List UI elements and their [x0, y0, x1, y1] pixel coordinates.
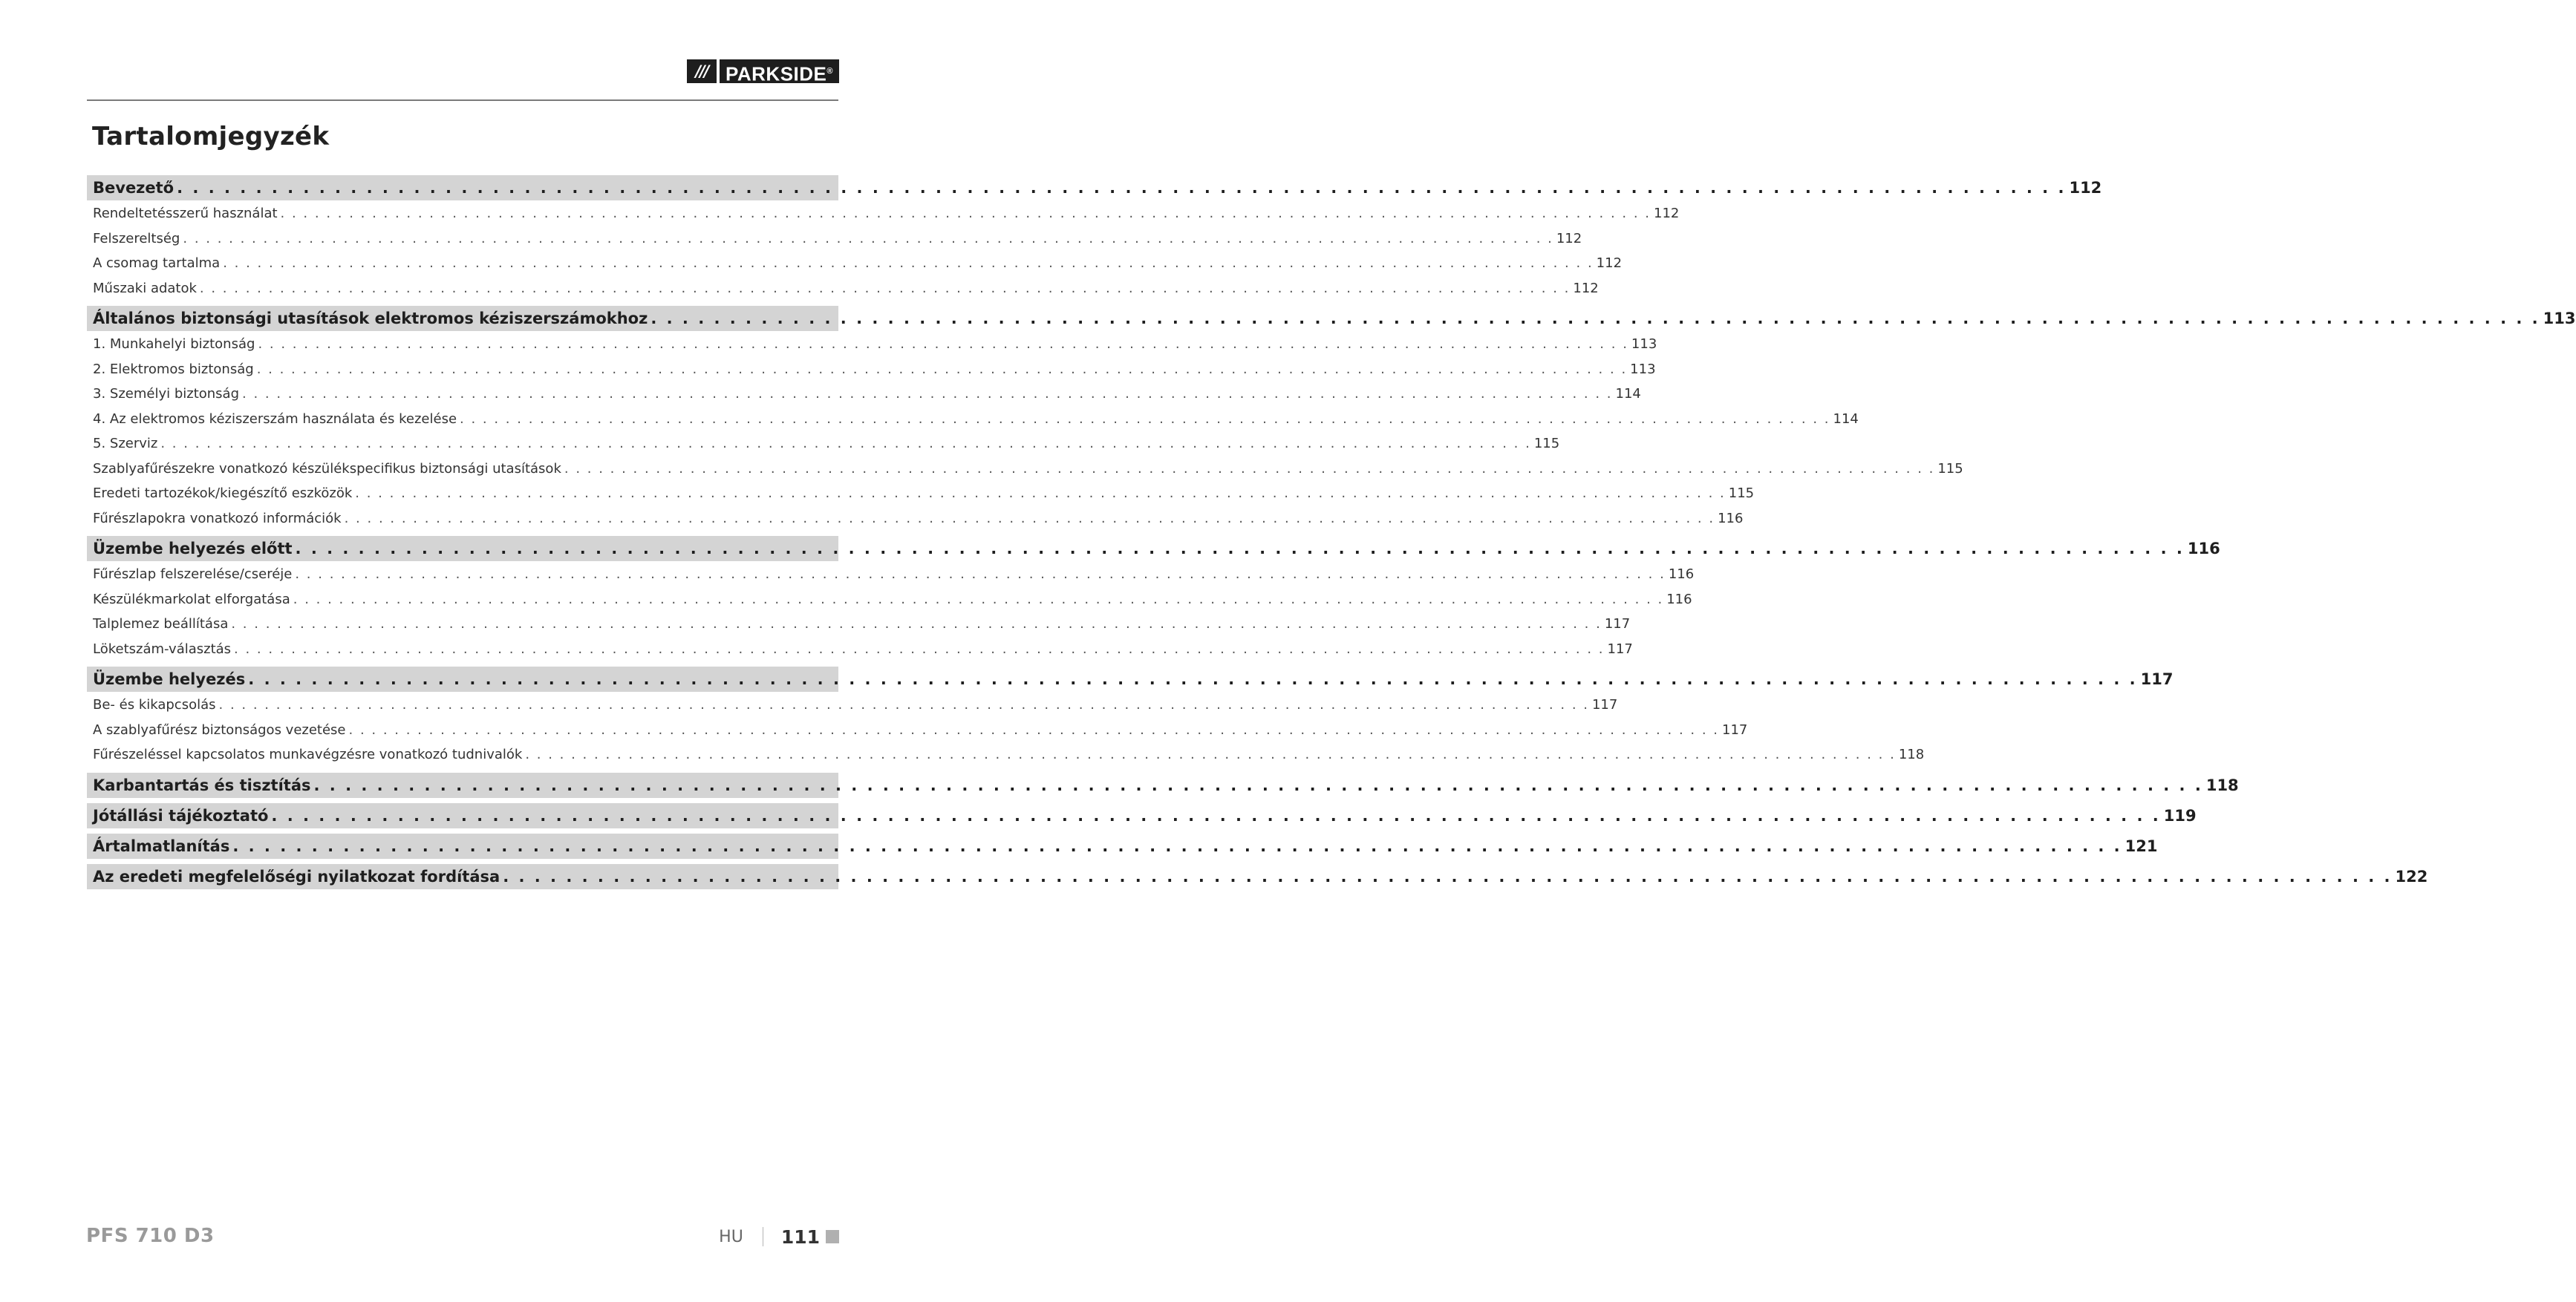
toc-entry-title: Be- és kikapcsolás: [93, 697, 216, 713]
toc-page-number: 119: [2163, 806, 2197, 825]
toc-page-number: 116: [1668, 566, 1695, 582]
toc-entry-title: Talplemez beállítása: [93, 616, 229, 632]
toc-dot-leader: . . . . . . . . . . . . . . . . . . . . . . . . . . . . . . . . . . . . . . . . . . . . . . . . . . . . . . . . . . . . . . . . . . . . . . . . . . . . . . . . . . . . . . . . . . . . . . . . . . . . . . . . . . . . . . . . . . . . . . . .: [503, 867, 2393, 886]
toc-page-number: 114: [1615, 386, 1641, 402]
toc-entry-row[interactable]: [87, 457, 1963, 482]
toc-dot-leader: . . . . . . . . . . . . . . . . . . . . . . . . . . . . . . . . . . . . . . . . . . . . . . . . . . . . . . . . . . . . . . . . . . . . . . . . . . . . . . . . . . . . . . . . . . . . . . . . . . . . . . . . . . . . . . . . . . . . . . . .: [564, 460, 1935, 477]
page-title: Tartalomjegyzék: [92, 122, 330, 151]
toc-page-number: 112: [1596, 255, 1623, 271]
toc-entry-title: 5. Szerviz: [93, 436, 158, 451]
toc-section-row[interactable]: [87, 536, 2220, 561]
toc-entry-title: A szablyafűrész biztonságos vezetése: [93, 722, 346, 738]
logo-stripes: ///: [687, 59, 717, 83]
toc-section-row[interactable]: [87, 667, 2174, 692]
toc-page-number: 112: [1573, 280, 1599, 296]
toc-page-number: 115: [1728, 485, 1755, 501]
toc-entry-row[interactable]: [87, 251, 1623, 276]
toc-entry-row[interactable]: [87, 332, 1657, 357]
toc-page-number: 116: [1718, 510, 1744, 526]
header-rule: [87, 99, 838, 101]
toc-dot-leader: . . . . . . . . . . . . . . . . . . . . . . . . . . . . . . . . . . . . . . . . . . . . . . . . . . . . . . . . . . . . . . . . . . . . . . . . . . . . . . . . . . . . . . . . . . . . . . . . . . . . . . . . . . . . . . . . . . . . . . . .: [348, 722, 1719, 738]
toc-section-row[interactable]: [87, 864, 2428, 889]
toc-entry-title: Szablyafűrészekre vonatkozó készülékspecifikus biztonsági utasítások: [93, 460, 561, 477]
toc-entry-row[interactable]: [87, 226, 1582, 252]
toc-entry-row[interactable]: [87, 637, 1633, 662]
toc-entry-row[interactable]: [87, 587, 1692, 612]
toc-page-number: 115: [1533, 436, 1560, 451]
toc-entry-title: Ártalmatlanítás: [93, 837, 230, 855]
toc-dot-leader: . . . . . . . . . . . . . . . . . . . . . . . . . . . . . . . . . . . . . . . . . . . . . . . . . . . . . . . . . . . . . . . . . . . . . . . . . . . . . . . . . . . . . . . . . . . . . . . . . . . . . . . . . . . . . . . . . . . . . . . .: [248, 670, 2138, 688]
logo-text: PARKSIDE: [725, 62, 827, 85]
toc-entry-title: 1. Munkahelyi biztonság: [93, 336, 255, 352]
toc-entry-row[interactable]: [87, 357, 1656, 382]
parkside-logo: [687, 59, 839, 83]
toc-section-row[interactable]: [87, 834, 2158, 859]
toc-dot-leader: . . . . . . . . . . . . . . . . . . . . . . . . . . . . . . . . . . . . . . . . . . . . . . . . . . . . . . . . . . . . . . . . . . . . . . . . . . . . . . . . . . . . . . . . . . . . . . . . . . . . . . . . . . . . . . . . . . . . . . . .: [223, 255, 1594, 271]
toc-page-number: 113: [2543, 310, 2576, 327]
toc-entry-row[interactable]: [87, 276, 1599, 301]
footer-language: HU: [719, 1227, 743, 1246]
toc-page-number: 118: [1898, 747, 1925, 762]
toc-entry-title: Készülékmarkolat elforgatása: [93, 591, 290, 607]
toc-page-number: 115: [1937, 460, 1963, 477]
toc-dot-leader: . . . . . . . . . . . . . . . . . . . . . . . . . . . . . . . . . . . . . . . . . . . . . . . . . . . . . . . . . . . . . . . . . . . . . . . . . . . . . . . . . . . . . . . . . . . . . . . . . . . . . . . . . . . . . . . . . . . . . . . .: [271, 806, 2161, 825]
toc-section-row[interactable]: [87, 306, 2576, 331]
toc-dot-leader: . . . . . . . . . . . . . . . . . . . . . . . . . . . . . . . . . . . . . . . . . . . . . . . . . . . . . . . . . . . . . . . . . . . . . . . . . . . . . . . . . . . . . . . . . . . . . . . . . . . . . . . . . . . . . . . . . . . . . . . .: [160, 436, 1531, 451]
toc-entry-title: Bevezető: [93, 179, 175, 197]
toc-page-number: 116: [2187, 540, 2220, 557]
toc-page-number: 113: [1631, 336, 1657, 352]
toc-section-row[interactable]: [87, 773, 2239, 798]
toc-dot-leader: . . . . . . . . . . . . . . . . . . . . . . . . . . . . . . . . . . . . . . . . . . . . . . . . . . . . . . . . . . . . . . . . . . . . . . . . . . . . . . . . . . . . . . . . . . . . . . . . . . . . . . . . . . . . . . . . . . . . . . . .: [355, 485, 1726, 501]
toc-entry-title: Jótállási tájékoztató: [93, 806, 269, 825]
toc-entry-row[interactable]: [87, 562, 1695, 587]
toc-entry-title: Karbantartás és tisztítás: [93, 776, 311, 794]
toc-dot-leader: . . . . . . . . . . . . . . . . . . . . . . . . . . . . . . . . . . . . . . . . . . . . . . . . . . . . . . . . . . . . . . . . . . . . . . . . . . . . . . . . . . . . . . . . . . . . . . . . . . . . . . . . . . . . . . . . . . . . . . . .: [313, 776, 2203, 794]
toc-dot-leader: . . . . . . . . . . . . . . . . . . . . . . . . . . . . . . . . . . . . . . . . . . . . . . . . . . . . . . . . . . . . . . . . . . . . . . . . . . . . . . . . . . . . . . . . . . . . . . . . . . . . . . . . . . . . . . . . . . . . . . . .: [242, 386, 1613, 402]
toc-entry-title: Üzembe helyezés: [93, 670, 246, 688]
footer-page-info: [719, 1226, 839, 1247]
toc-entry-row[interactable]: [87, 718, 1748, 743]
toc-entry-title: Löketszám-választás: [93, 641, 232, 657]
toc-page-number: 112: [2069, 179, 2102, 197]
toc-dot-leader: . . . . . . . . . . . . . . . . . . . . . . . . . . . . . . . . . . . . . . . . . . . . . . . . . . . . . . . . . . . . . . . . . . . . . . . . . . . . . . . . . . . . . . . . . . . . . . . . . . . . . . . . . . . . . . . . . . . . . . . .: [199, 280, 1571, 296]
toc-page-number: 117: [1591, 697, 1618, 713]
toc-entry-row[interactable]: [87, 612, 1631, 637]
toc-section-row[interactable]: [87, 803, 2197, 828]
toc-dot-leader: . . . . . . . . . . . . . . . . . . . . . . . . . . . . . . . . . . . . . . . . . . . . . . . . . . . . . . . . . . . . . . . . . . . . . . . . . . . . . . . . . . . . . . . . . . . . . . . . . . . . . . . . . . . . . . . . . . . . . . . .: [650, 310, 2540, 327]
toc-entry-title: Műszaki adatok: [93, 280, 197, 296]
toc-entry-title: Fűrészlapokra vonatkozó információk: [93, 510, 342, 526]
toc-dot-leader: . . . . . . . . . . . . . . . . . . . . . . . . . . . . . . . . . . . . . . . . . . . . . . . . . . . . . . . . . . . . . . . . . . . . . . . . . . . . . . . . . . . . . . . . . . . . . . . . . . . . . . . . . . . . . . . . . . . . . . . .: [218, 697, 1589, 713]
toc-entry-row[interactable]: [87, 382, 1641, 407]
toc-entry-row[interactable]: [87, 742, 1925, 768]
toc-page-number: 118: [2205, 776, 2239, 794]
toc-dot-leader: . . . . . . . . . . . . . . . . . . . . . . . . . . . . . . . . . . . . . . . . . . . . . . . . . . . . . . . . . . . . . . . . . . . . . . . . . . . . . . . . . . . . . . . . . . . . . . . . . . . . . . . . . . . . . . . . . . . . . . . .: [256, 361, 1628, 377]
toc-page-number: 112: [1556, 230, 1582, 246]
toc-dot-leader: . . . . . . . . . . . . . . . . . . . . . . . . . . . . . . . . . . . . . . . . . . . . . . . . . . . . . . . . . . . . . . . . . . . . . . . . . . . . . . . . . . . . . . . . . . . . . . . . . . . . . . . . . . . . . . . . . . . . . . . .: [234, 641, 1605, 657]
toc-dot-leader: . . . . . . . . . . . . . . . . . . . . . . . . . . . . . . . . . . . . . . . . . . . . . . . . . . . . . . . . . . . . . . . . . . . . . . . . . . . . . . . . . . . . . . . . . . . . . . . . . . . . . . . . . . . . . . . . . . . . . . . .: [344, 510, 1715, 526]
toc-dot-leader: . . . . . . . . . . . . . . . . . . . . . . . . . . . . . . . . . . . . . . . . . . . . . . . . . . . . . . . . . . . . . . . . . . . . . . . . . . . . . . . . . . . . . . . . . . . . . . . . . . . . . . . . . . . . . . . . . . . . . . . .: [460, 410, 1830, 427]
toc-dot-leader: . . . . . . . . . . . . . . . . . . . . . . . . . . . . . . . . . . . . . . . . . . . . . . . . . . . . . . . . . . . . . . . . . . . . . . . . . . . . . . . . . . . . . . . . . . . . . . . . . . . . . . . . . . . . . . . . . . . . . . . .: [280, 206, 1651, 221]
toc-entry-title: Rendeltetésszerű használat: [93, 206, 278, 221]
toc-page-number: 117: [1722, 722, 1748, 738]
toc-dot-leader: . . . . . . . . . . . . . . . . . . . . . . . . . . . . . . . . . . . . . . . . . . . . . . . . . . . . . . . . . . . . . . . . . . . . . . . . . . . . . . . . . . . . . . . . . . . . . . . . . . . . . . . . . . . . . . . . . . . . . . . .: [177, 179, 2067, 197]
logo-wordmark: [720, 59, 839, 83]
toc-entry-title: Fűrészeléssel kapcsolatos munkavégzésre vonatkozó tudnivalók: [93, 747, 523, 762]
footer-model-name: PFS 710 D3: [86, 1225, 215, 1247]
toc-section-row[interactable]: [87, 175, 2102, 200]
toc-page-number: 122: [2395, 867, 2428, 886]
toc-dot-leader: . . . . . . . . . . . . . . . . . . . . . . . . . . . . . . . . . . . . . . . . . . . . . . . . . . . . . . . . . . . . . . . . . . . . . . . . . . . . . . . . . . . . . . . . . . . . . . . . . . . . . . . . . . . . . . . . . . . . . . . .: [183, 230, 1553, 246]
toc-entry-row[interactable]: [87, 693, 1618, 718]
toc-dot-leader: . . . . . . . . . . . . . . . . . . . . . . . . . . . . . . . . . . . . . . . . . . . . . . . . . . . . . . . . . . . . . . . . . . . . . . . . . . . . . . . . . . . . . . . . . . . . . . . . . . . . . . . . . . . . . . . . . . . . . . . .: [293, 591, 1664, 607]
toc-entry-title: Eredeti tartozékok/kiegészítő eszközök: [93, 485, 353, 501]
toc-dot-leader: . . . . . . . . . . . . . . . . . . . . . . . . . . . . . . . . . . . . . . . . . . . . . . . . . . . . . . . . . . . . . . . . . . . . . . . . . . . . . . . . . . . . . . . . . . . . . . . . . . . . . . . . . . . . . . . . . . . . . . . .: [525, 747, 1896, 762]
toc-dot-leader: . . . . . . . . . . . . . . . . . . . . . . . . . . . . . . . . . . . . . . . . . . . . . . . . . . . . . . . . . . . . . . . . . . . . . . . . . . . . . . . . . . . . . . . . . . . . . . . . . . . . . . . . . . . . . . . . . . . . . . . .: [295, 540, 2185, 557]
toc-entry-title: Üzembe helyezés előtt: [93, 540, 293, 557]
toc-entry-title: 4. Az elektromos kéziszerszám használata és kezelése: [93, 410, 457, 427]
toc-entry-row[interactable]: [87, 407, 1859, 432]
toc-entry-row[interactable]: [87, 481, 1755, 506]
toc-entry-row[interactable]: [87, 506, 1744, 531]
toc-entry-title: 2. Elektromos biztonság: [93, 361, 254, 377]
toc-page-number: 112: [1654, 206, 1680, 221]
toc-page-number: 117: [1604, 616, 1631, 632]
toc-entry-row[interactable]: [87, 431, 1560, 457]
footer-page-number: 111: [780, 1226, 820, 1248]
toc-entry-title: 3. Személyi biztonság: [93, 386, 240, 402]
toc-page-number: 114: [1833, 410, 1859, 427]
toc-entry-row[interactable]: [87, 201, 1680, 226]
toc-entry-title: Felszereltség: [93, 230, 180, 246]
toc-dot-leader: . . . . . . . . . . . . . . . . . . . . . . . . . . . . . . . . . . . . . . . . . . . . . . . . . . . . . . . . . . . . . . . . . . . . . . . . . . . . . . . . . . . . . . . . . . . . . . . . . . . . . . . . . . . . . . . . . . . . . . . .: [295, 566, 1666, 582]
toc-dot-leader: . . . . . . . . . . . . . . . . . . . . . . . . . . . . . . . . . . . . . . . . . . . . . . . . . . . . . . . . . . . . . . . . . . . . . . . . . . . . . . . . . . . . . . . . . . . . . . . . . . . . . . . . . . . . . . . . . . . . . . . .: [258, 336, 1628, 352]
toc-page-number: 121: [2125, 837, 2158, 855]
toc-entry-title: Fűrészlap felszerelése/cseréje: [93, 566, 293, 582]
toc-page-number: 117: [1607, 641, 1633, 657]
toc-entry-title: Általános biztonsági utasítások elektromos kéziszerszámokhoz: [93, 310, 648, 327]
toc-entry-title: Az eredeti megfelelőségi nyilatkozat fordítása: [93, 867, 500, 886]
toc-dot-leader: . . . . . . . . . . . . . . . . . . . . . . . . . . . . . . . . . . . . . . . . . . . . . . . . . . . . . . . . . . . . . . . . . . . . . . . . . . . . . . . . . . . . . . . . . . . . . . . . . . . . . . . . . . . . . . . . . . . . . . . .: [232, 837, 2122, 855]
toc-page-number: 116: [1666, 591, 1692, 607]
table-of-contents: [87, 175, 2576, 889]
toc-page-number: 113: [1630, 361, 1656, 377]
toc-entry-title: A csomag tartalma: [93, 255, 221, 271]
footer-square-marker: [826, 1230, 839, 1243]
toc-dot-leader: . . . . . . . . . . . . . . . . . . . . . . . . . . . . . . . . . . . . . . . . . . . . . . . . . . . . . . . . . . . . . . . . . . . . . . . . . . . . . . . . . . . . . . . . . . . . . . . . . . . . . . . . . . . . . . . . . . . . . . . .: [231, 616, 1602, 632]
toc-page-number: 117: [2140, 670, 2174, 688]
logo-registered-mark: ®: [826, 67, 833, 76]
